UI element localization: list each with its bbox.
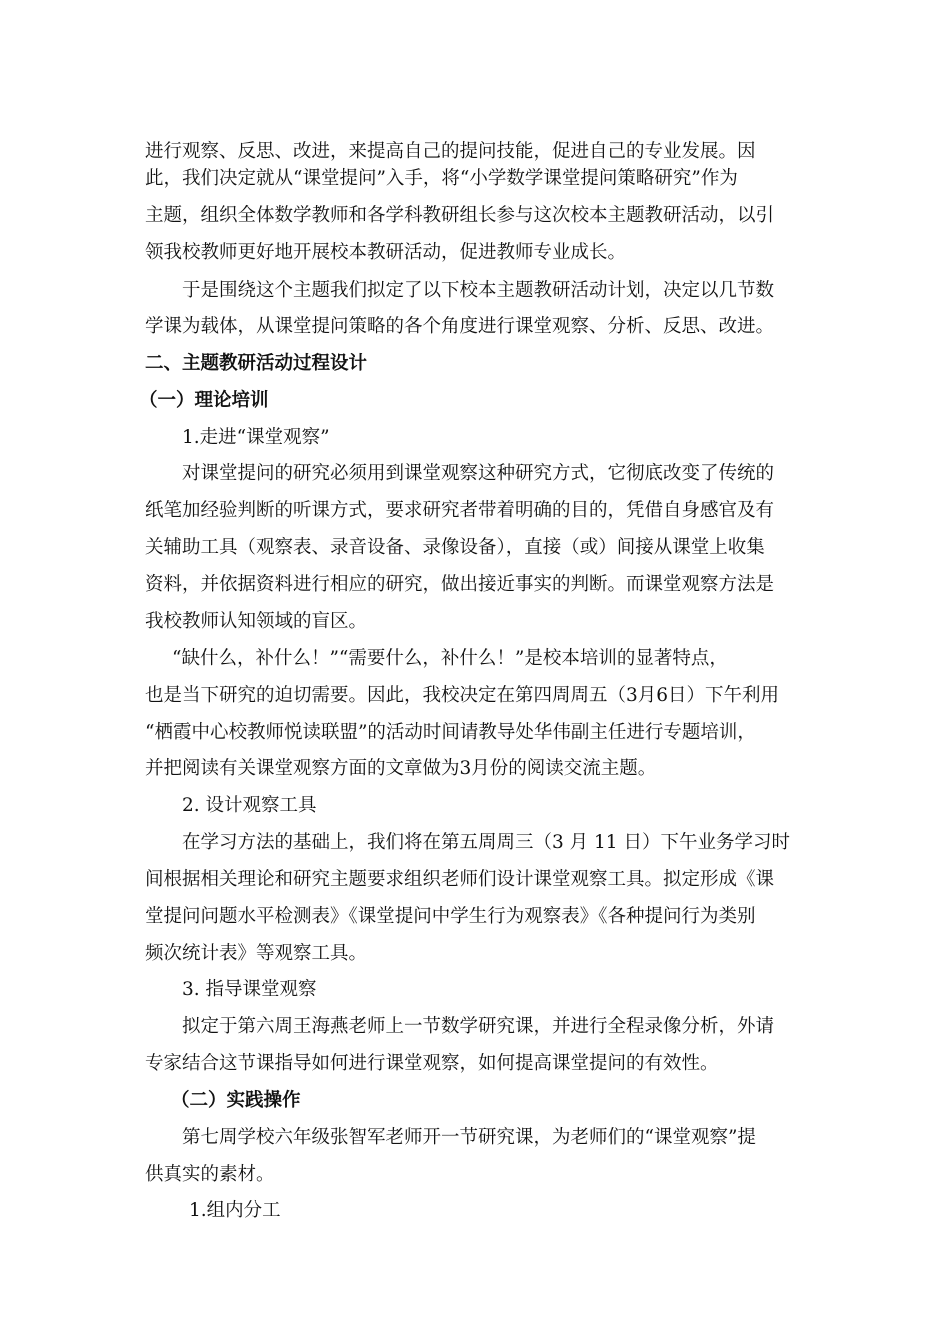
paragraph-line: 对课堂提问的研究必须用到课堂观察这种研究方式，它彻底改变了传统的 <box>182 463 775 484</box>
paragraph-line: “栖霞中心校教师悦读联盟”的活动时间请教导处华伟副主任进行专题培训， <box>145 722 756 743</box>
paragraph-line: 也是当下研究的迫切需要。因此，我校决定在第四周周五（3月6日）下午利用 <box>145 685 780 706</box>
paragraph-line: 此，我们决定就从“课堂提问”入手，将“小学数学课堂提问策略研究”作为 <box>145 168 738 189</box>
paragraph-line: 并把阅读有关课堂观察方面的文章做为3月份的阅读交流主题。 <box>145 758 657 779</box>
paragraph-line: 1.走进“课堂观察” <box>182 427 330 448</box>
paragraph-line: 进行观察、反思、改进，来提高自己的提问技能，促进自己的专业发展。因 <box>145 141 756 162</box>
paragraph-line: 学课为载体，从课堂提问策略的各个角度进行课堂观察、分析、反思、改进。 <box>145 316 775 337</box>
paragraph-line: 拟定于第六周王海燕老师上一节数学研究课，并进行全程录像分析，外请 <box>182 1016 775 1037</box>
paragraph-line: 我校教师认知领域的盲区。 <box>145 611 368 632</box>
paragraph-line: 领我校教师更好地开展校本教研活动，促进教师专业成长。 <box>145 242 627 263</box>
paragraph-line: 纸笔加经验判断的听课方式，要求研究者带着明确的目的，凭借自身感官及有 <box>145 500 775 521</box>
paragraph-line: 频次统计表》等观察工具。 <box>145 943 368 964</box>
paragraph-line: 在学习方法的基础上，我们将在第五周周三（3 月 11 日）下午业务学习时 <box>182 832 790 853</box>
paragraph-line: 专家结合这节课指导如何进行课堂观察，如何提高课堂提问的有效性。 <box>145 1053 719 1074</box>
paragraph-line: 间根据相关理论和研究主题要求组织老师们设计课堂观察工具。拟定形成《课 <box>145 869 775 890</box>
paragraph-line: 于是围绕这个主题我们拟定了以下校本主题教研活动计划，决定以几节数 <box>182 280 775 301</box>
paragraph-line: 1.组内分工 <box>189 1200 281 1221</box>
paragraph-line: 第七周学校六年级张智军老师开一节研究课，为老师们的“课堂观察”提 <box>182 1127 756 1148</box>
paragraph-line: 供真实的素材。 <box>145 1164 275 1185</box>
paragraph-line: 主题，组织全体数学教师和各学科教研组长参与这次校本主题教研活动，以引 <box>145 205 775 226</box>
section-heading: （一）理论培训 <box>139 390 269 411</box>
section-heading: （二）实践操作 <box>171 1090 301 1111</box>
paragraph-line: 2. 设计观察工具 <box>182 795 317 816</box>
paragraph-line: “缺什么，补什么！”“需要什么，补什么！”是校本培训的显著特点， <box>172 648 728 669</box>
paragraph-line: 资料，并依据资料进行相应的研究，做出接近事实的判断。而课堂观察方法是 <box>145 574 775 595</box>
paragraph-line: 3. 指导课堂观察 <box>182 979 317 1000</box>
section-heading: 二、主题教研活动过程设计 <box>145 353 368 374</box>
paragraph-line: 关辅助工具（观察表、录音设备、录像设备），直接（或）间接从课堂上收集 <box>145 537 765 558</box>
paragraph-line: 堂提问问题水平检测表》《课堂提问中学生行为观察表》《各种提问行为类别 <box>145 906 756 927</box>
